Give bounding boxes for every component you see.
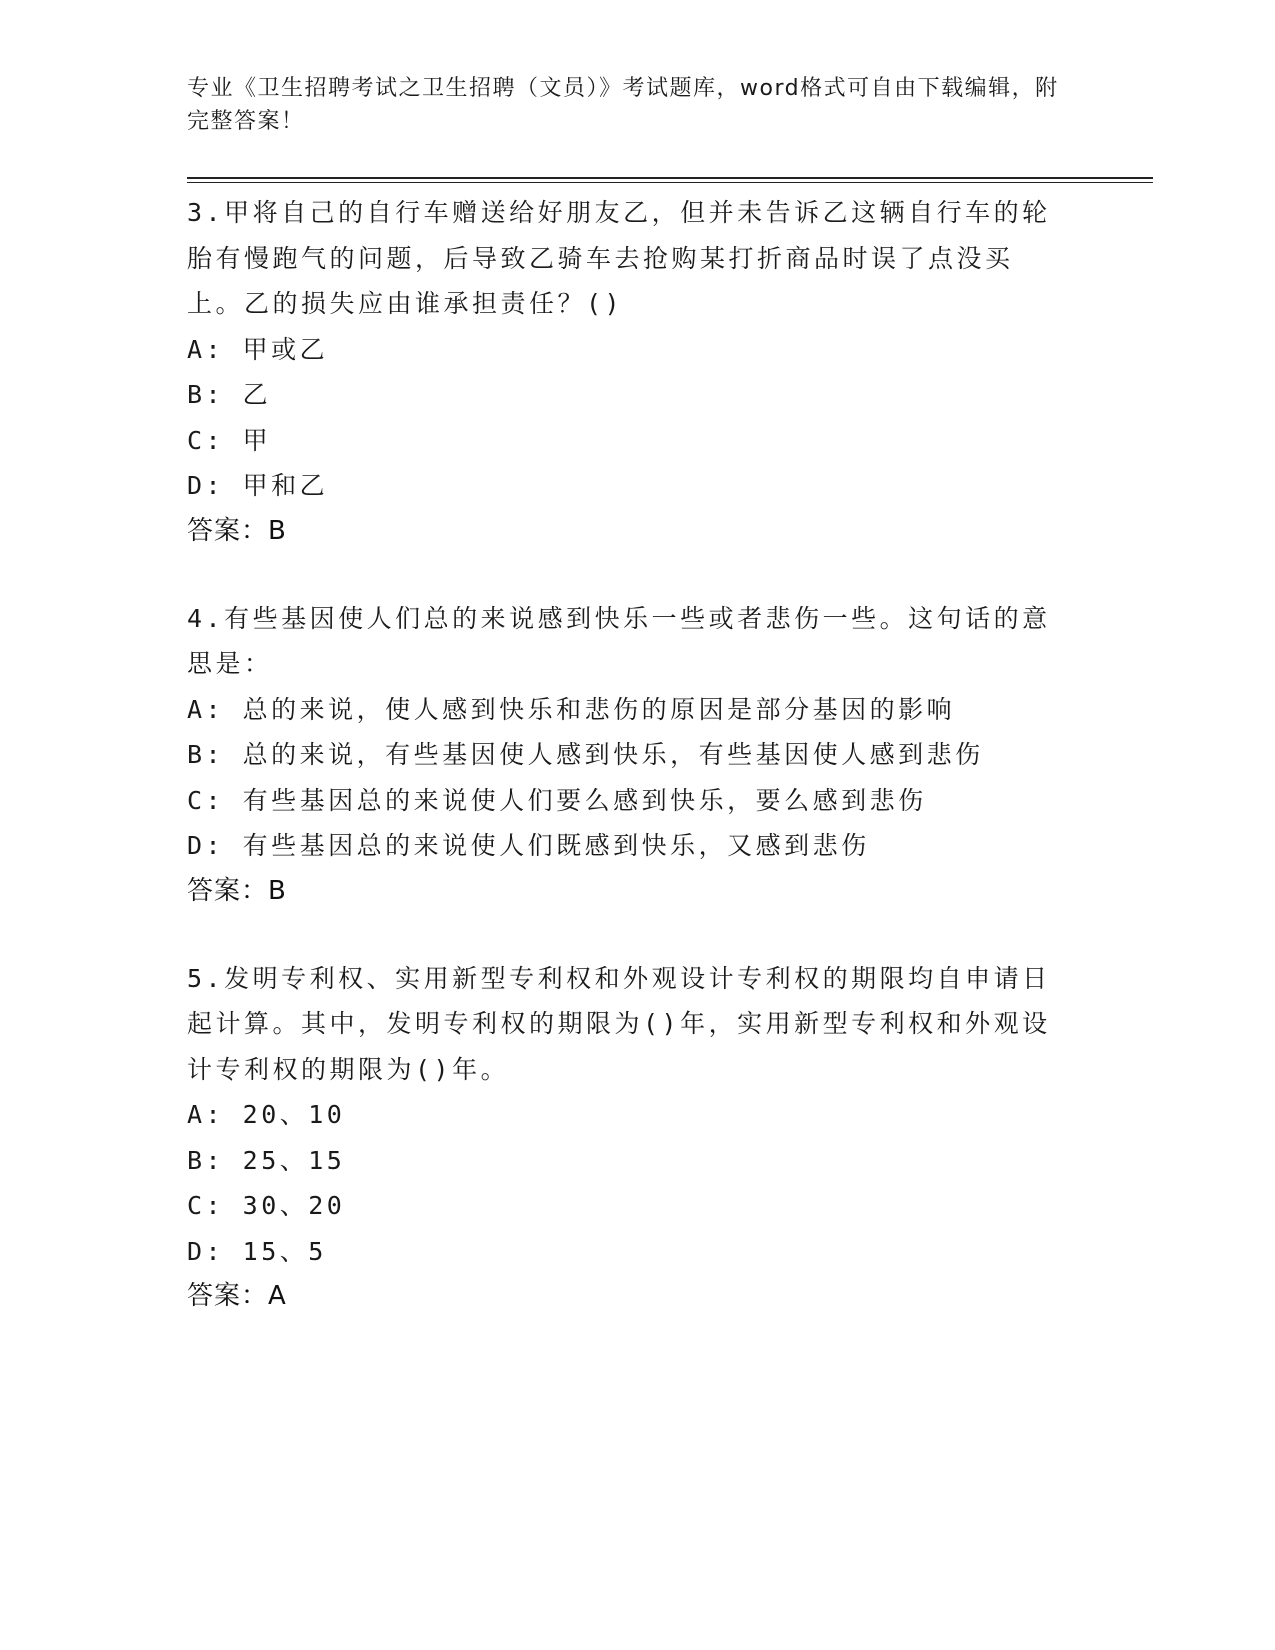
- option-c: C: 有些基因总的来说使人们要么感到快乐，要么感到悲伤: [187, 785, 927, 815]
- option-b: B: 总的来说，有些基因使人感到快乐，有些基因使人感到悲伤: [187, 740, 984, 769]
- option-c: C: 甲: [187, 425, 272, 455]
- option-d: D: 有些基因总的来说使人们既感到快乐，又感到悲伤: [187, 831, 870, 860]
- document-header: 专业《卫生招聘考试之卫生招聘（文员）》考试题库，word格式可自由下载编辑，附完整答案！: [187, 76, 1059, 134]
- question-3: [187, 190, 1067, 554]
- question-list: [187, 190, 1067, 1319]
- header-rule-thin: [187, 182, 1153, 183]
- question-stem: 3.甲将自己的自行车赠送给好朋友乙，但并未告诉乙这辆自行车的轮胎有慢跑气的问题，后导致乙骑车去抢购某打折商品时误了点没买上。乙的损失应由谁承担责任？(): [187, 198, 1051, 318]
- answer-line: 答案：B: [187, 515, 287, 546]
- question-stem: 5.发明专利权、实用新型专利权和外观设计专利权的期限均自申请日起计算。其中，发明专利权的期限为()年，实用新型专利权和外观设计专利权的期限为()年。: [187, 963, 1051, 1084]
- question-stem: 4.有些基因使人们总的来说感到快乐一些或者悲伤一些。这句话的意思是：: [187, 603, 1051, 678]
- option-d: D: 15、5: [187, 1236, 327, 1266]
- option-a: A: 甲或乙: [187, 334, 329, 364]
- question-5: [187, 956, 1067, 1320]
- answer-line: 答案：B: [187, 875, 287, 906]
- header-rule-thick: [187, 177, 1153, 179]
- question-4: [187, 596, 1067, 914]
- option-b: B: 乙: [187, 380, 272, 409]
- option-a: A: 20、10: [187, 1100, 346, 1129]
- option-c: C: 30、20: [187, 1191, 346, 1220]
- option-d: D: 甲和乙: [187, 471, 329, 500]
- answer-line: 答案：A: [187, 1281, 287, 1311]
- option-a: A: 总的来说，使人感到快乐和悲伤的原因是部分基因的影响: [187, 694, 956, 724]
- option-b: B: 25、15: [187, 1145, 346, 1175]
